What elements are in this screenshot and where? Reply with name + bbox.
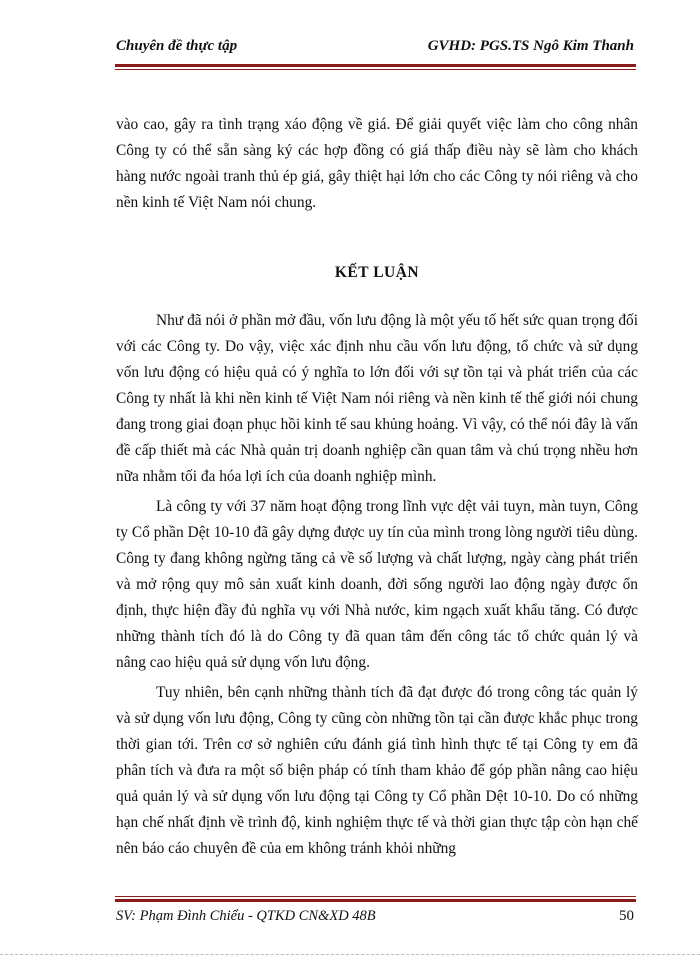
footer-student: SV: Phạm Đình Chiểu - QTKD CN&XD 48B [116,908,376,924]
paragraph-2: Là công ty với 37 năm hoạt động trong lĩnh vực dệt vải tuyn, màn tuyn, Công ty Cổ phần Dệt 10-10 đã gây dựng được uy tín của mình trong lòng người tiêu dùng. Công ty đang không ngừng tăng cả về số lượng và chất lượng, ngày càng phát triển và mở rộng quy mô sản xuất kinh doanh, đời sống người lao động ngày được ổn định, thực hiện đầy đủ nghĩa vụ với Nhà nước, kim ngạch xuất khẩu tăng. Có được những thành tích đó là do Công ty đã quan tâm đến công tác tổ chức quản lý và nâng cao hiệu quả sử dụng vốn lưu động. [116,498,638,671]
page-body [116,112,638,862]
page-footer [116,908,636,928]
paragraph-1: Như đã nói ở phần mở đầu, vốn lưu động là một yếu tố hết sức quan trọng đối với các Công ty. Do vậy, việc xác định nhu cầu vốn lưu động, tổ chức và sử dụng vốn lưu động có hiệu quả có ý nghĩa to lớn đối với sự tồn tại và phát triển của các Công ty nhất là khi nền kinh tế Việt Nam nói riêng và nền kinh tế thế giới nói chung đang trong giai đoạn phục hồi kinh tế sau khủng hoảng. Vì vậy, có thể nói đây là vấn đề cấp thiết mà các Nhà quản trị doanh nghiệp cần quan tâm và chú trọng nhều hơn nữa nhằm tối đa hóa lợi ích của doanh nghiệp mình. [116,312,638,485]
paragraph-3: Tuy nhiên, bên cạnh những thành tích đã đạt được đó trong công tác quản lý và sử dụng vốn lưu động, Công ty cũng còn những tồn tại cần được khắc phục trong thời gian tới. Trên cơ sở nghiên cứu đánh giá tình hình thực tế tại Công ty em đã phân tích và đưa ra một số biện pháp có tính tham khảo để góp phần nâng cao hiệu quả quản lý và sử dụng vốn lưu động tại Công ty Cổ phần Dệt 10-10. Do có những hạn chế nhất định về trình độ, kinh nghiệm thực tế và thời gian thực tập còn hạn chế nên báo cáo chuyên đề của em không tránh khỏi những [116,684,638,857]
page-header [116,38,636,60]
header-rule-thick [115,64,636,67]
footer-rule-thin [115,896,636,897]
header-advisor: GVHD: PGS.TS Ngô Kim Thanh [427,38,634,54]
section-title: KẾT LUẬN [334,264,420,281]
page-break-line [0,954,700,955]
page-number: 50 [619,908,634,924]
header-title: Chuyên đề thực tập [116,38,238,54]
footer-rule-thick [115,899,636,902]
continuation-paragraph: vào cao, gây ra tình trạng xáo động về giá. Để giải quyết việc làm cho công nhân Công ty có thể sẵn sàng ký các hợp đồng có giá thấp điều này sẽ làm cho khách hàng nước ngoài tranh thủ ép giá, gây thiệt hại lớn cho các Công ty nói riêng và cho nền kinh tế Việt Nam nói chung. [116,116,638,211]
header-rule-thin [115,69,636,70]
